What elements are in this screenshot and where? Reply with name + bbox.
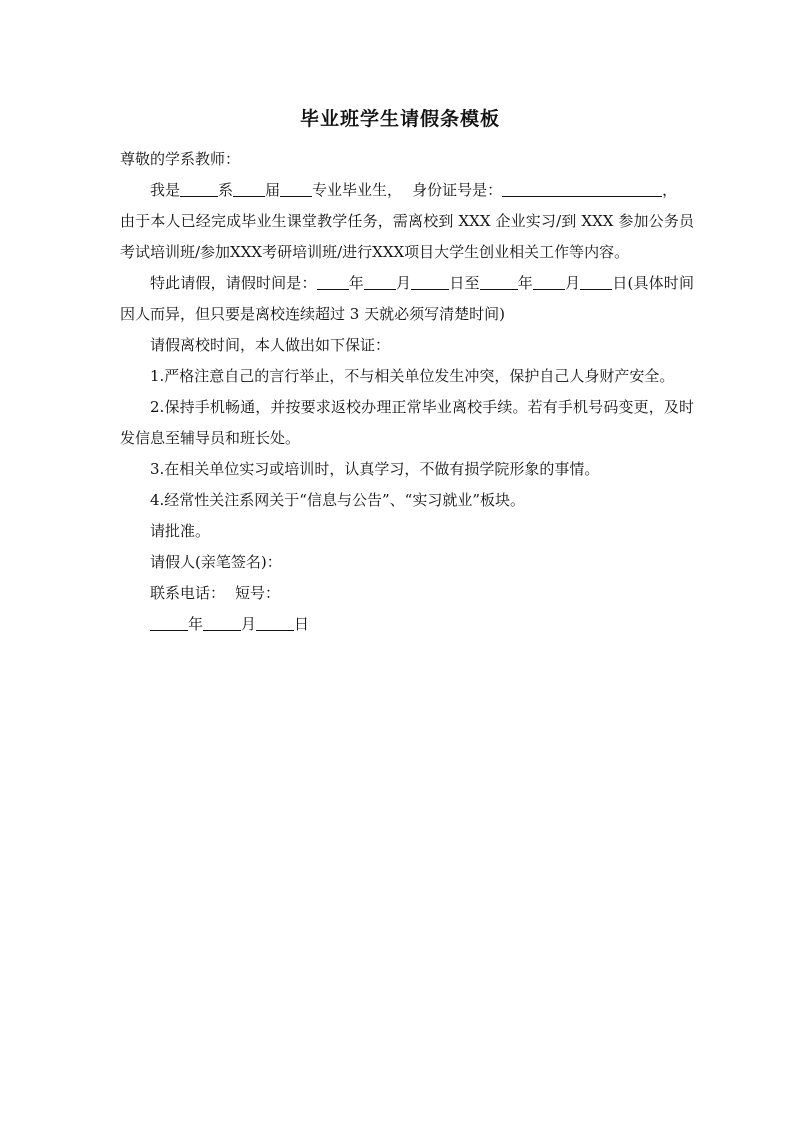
date-year-blank	[150, 614, 188, 631]
document-title: 毕业班学生请假条模板	[299, 108, 500, 130]
guarantee-item: 3.在相关单位实习或培训时，认真学习，不做有损学院形象的事情。	[150, 460, 600, 478]
date-year-label: 年	[188, 615, 204, 633]
short-number-label: 短号：	[235, 584, 281, 602]
leave-year-1: 年	[348, 274, 364, 292]
major-blank	[280, 180, 312, 197]
intro-continuation: 由于本人已经完成毕业生课堂教学任务，需离校到 XXX 企业实习/到 XXX 参加公务员考试培训班/参加XXX考研培训班/进行XXX项目大学生创业相关工作等内容。	[120, 212, 694, 261]
date-month-blank	[203, 614, 241, 631]
leave-day-to: 日至	[449, 274, 480, 292]
start-year-blank	[317, 273, 349, 290]
end-day-blank	[580, 273, 612, 290]
intro-text-3: 届	[265, 181, 281, 199]
intro-text-5: 身份证号是：	[412, 181, 503, 199]
end-year-blank	[480, 273, 518, 290]
class-year-blank	[233, 180, 265, 197]
date-day-blank	[256, 614, 294, 631]
leave-month-2: 月	[564, 274, 581, 292]
date-day-label: 日	[294, 615, 310, 633]
document-body	[120, 144, 694, 640]
guarantee-item: 1.严格注意自己的言行举止，不与相关单位发生冲突，保护自己人身财产安全。	[150, 367, 675, 385]
department-blank	[180, 180, 218, 197]
start-month-blank	[364, 273, 396, 290]
date-line	[120, 609, 694, 640]
start-day-blank	[411, 273, 449, 290]
intro-paragraph	[120, 175, 694, 206]
contact-line	[120, 578, 694, 609]
signature-label: 请假人(亲笔签名)：	[150, 553, 282, 571]
guarantee-intro: 请假离校时间，本人做出如下保证：	[150, 336, 391, 354]
intro-text-6: ，	[662, 181, 678, 199]
intro-text-2: 系	[218, 181, 234, 199]
leave-year-2: 年	[517, 274, 533, 292]
leave-time-text: 特此请假，请假时间是：	[150, 274, 317, 292]
intro-text-4: 专业毕业生，	[312, 181, 403, 199]
phone-label: 联系电话：	[150, 584, 226, 602]
id-number-blank	[502, 180, 662, 197]
guarantee-item: 2.保持手机畅通，并按要求返校办理正常毕业离校手续。若有手机号码变更，及时发信息至辅导员和班长处。	[120, 398, 694, 447]
date-month-label: 月	[241, 615, 257, 633]
guarantee-item: 4.经常性关注系网关于“信息与公告”、“实习就业”板块。	[150, 491, 525, 509]
end-month-blank	[533, 273, 565, 290]
closing-text: 请批准。	[150, 522, 211, 540]
salutation: 尊敬的学系教师：	[120, 150, 241, 168]
intro-text-1: 我是	[150, 181, 181, 199]
leave-time-paragraph	[120, 268, 694, 330]
leave-day-2: 日(具体时间因人而异，但只要是离校连续超过 3 天就必须写清楚时间)	[120, 274, 694, 323]
leave-month-1: 月	[395, 274, 412, 292]
